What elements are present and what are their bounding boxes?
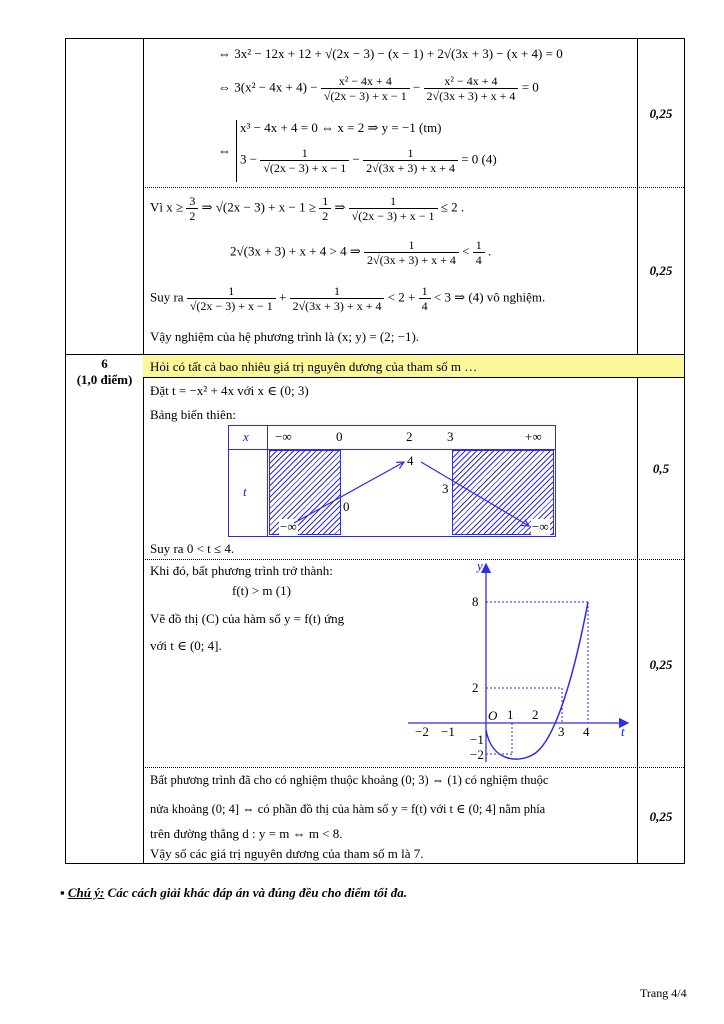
system-line-2: 3 − $\frac{1}{√(2x - 3) + x - 1}$ − $\frac{1}{2√(3x + 3) + x + 4}$ = 0 (4) <box>240 146 497 175</box>
score: 0,25 <box>649 657 673 672</box>
equation-line: ⇔ 3x² − 12x + 12 + √(2x − 3) − (x − 1) + 2√(3x + 3) − (x + 4) = 0 <box>218 46 563 61</box>
graph-tick: −2 <box>415 724 429 739</box>
system-line-1: x³ − 4x + 4 = 0 ⇔ x = 2 ⇒ y = −1 (tm) <box>240 120 442 135</box>
graph-tick: 4 <box>583 724 590 739</box>
text-line: Đặt t = −x² + 4x với x ∈ (0; 3) <box>150 383 309 398</box>
text-line: với t ∈ (0; 4]. <box>150 638 222 653</box>
increase-arrow <box>294 462 404 523</box>
graph-t-label: t <box>621 724 625 739</box>
equation-line: ⇔ 3(x² − 4x + 4) − $\frac{\text{x² − 4x + 4}}{√(2x - 3) + x - 1}$ − $\frac{\text{x² − 4x + 4}}{2√(3x + 3) + x + 4}$ = 0 <box>218 74 539 103</box>
variation-table <box>228 425 556 537</box>
score: 0,25 <box>649 106 673 121</box>
graph-origin: O <box>488 708 498 723</box>
subrow-divider <box>143 767 684 768</box>
vt-t-value: −∞ <box>532 519 549 534</box>
vt-t-label: t <box>243 484 247 499</box>
table-bottom-border <box>65 863 685 864</box>
text-line: nửa khoảng (0; 4] ⇔ có phần đồ thị của hàm số y = f(t) với t ∈ (0; 4] nằm phía <box>150 802 546 816</box>
vt-x-value: −∞ <box>275 429 292 444</box>
page-number: Trang 4/4 <box>640 986 687 1000</box>
graph-tick: −1 <box>441 724 455 739</box>
score: 0,25 <box>649 809 673 824</box>
table-top-border <box>65 38 685 39</box>
text-line: Vẽ đồ thị (C) của hàm số y = f(t) ứng <box>150 611 345 626</box>
curve-C <box>486 602 588 759</box>
text-line: Khi đó, bất phương trình trở thành: <box>150 563 333 578</box>
score: 0,5 <box>652 461 670 476</box>
graph-y-label: y <box>477 558 483 573</box>
function-graph <box>400 558 636 764</box>
graph-tick: 3 <box>558 724 565 739</box>
text-line: Bảng biến thiên: <box>150 407 236 422</box>
score: 0,25 <box>649 263 673 278</box>
vt-t-value: 4 <box>407 453 414 468</box>
inequality: f(t) > m (1) <box>232 583 291 598</box>
table-col1-border <box>143 38 144 863</box>
subrow-divider <box>143 187 684 188</box>
bullet-icon: ▪ <box>60 885 68 900</box>
graph-tick: −1 <box>470 732 484 747</box>
graph-tick: 8 <box>472 594 479 609</box>
system-arrow: ⇔ <box>218 143 231 158</box>
footnote: ▪ Chú ý: Các cách giải khác đáp án và đúng đều cho điểm tối đa. <box>60 885 407 900</box>
text-line: Suy ra $\frac{1}{√(2x - 3) + x - 1}$ + $\frac{1}{2√(3x + 3) + x + 4}$ < 2 + $\frac{1}{4}$ < 3 ⇒ (4) vô nghiệm. <box>150 284 546 313</box>
vt-x-value: +∞ <box>525 429 542 444</box>
question-text: Hỏi có tất cả bao nhiêu giá trị nguyên dương của tham số m … <box>150 359 478 374</box>
graph-tick: −2 <box>470 747 484 762</box>
vt-t-value: 0 <box>343 499 350 514</box>
vt-x-value: 3 <box>447 429 454 444</box>
vt-x-value: 0 <box>336 429 343 444</box>
graph-tick: 1 <box>507 707 514 722</box>
question-number: 6 <box>101 356 108 371</box>
text-line: trên đường thẳng d : y = m ⇔ m < 8. <box>150 826 343 841</box>
vt-arrows <box>229 426 555 536</box>
question-points: (1,0 điểm) <box>76 372 133 387</box>
subrow-divider <box>143 377 684 378</box>
conclusion-line: Vậy nghiệm của hệ phương trình là (x; y) = (2; −1). <box>150 329 420 344</box>
table-left-border <box>65 38 66 863</box>
vt-t-value: −∞ <box>280 519 297 534</box>
text-line: Vì x ≥ $\frac{3}{2}$ ⇒ √(2x − 3) + x − 1 ≥ $\frac{1}{2}$ ⇒ $\frac{1}{√(2x - 3) + x - 1}$ ≤ 2 . <box>150 194 465 223</box>
text-line: Suy ra 0 < t ≤ 4. <box>150 541 235 556</box>
graph-tick: 2 <box>532 707 539 722</box>
table-right-border <box>684 38 685 863</box>
text-line: Bất phương trình đã cho có nghiệm thuộc khoảng (0; 3) ⇔ (1) có nghiệm thuộc <box>150 773 549 787</box>
text-line: 2√(3x + 3) + x + 4 > 4 ⇒ $\frac{1}{2√(3x + 3) + x + 4}$ < $\frac{1}{4}$ . <box>230 238 492 267</box>
graph-tick: 2 <box>472 680 479 695</box>
vt-x-label: x <box>243 429 249 444</box>
decrease-arrow <box>421 462 529 526</box>
text-line: Vậy số các giá trị nguyên dương của tham số m là 7. <box>150 846 424 861</box>
vt-x-value: 2 <box>406 429 413 444</box>
vt-t-value: 3 <box>442 481 449 496</box>
table-col2-border <box>637 38 638 863</box>
system-brace <box>236 120 237 182</box>
